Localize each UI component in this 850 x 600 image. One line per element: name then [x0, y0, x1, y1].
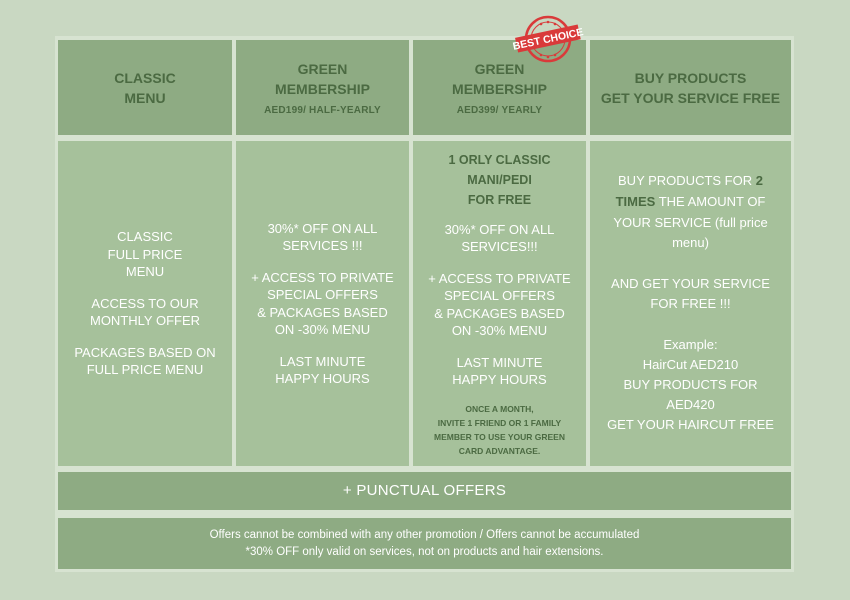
half-discount: 30%* OFF ON ALL SERVICES !!!: [267, 220, 378, 253]
header-classic-menu: [58, 40, 232, 135]
buy-products-rule-2: [616, 193, 766, 211]
body-green-yearly: [413, 141, 586, 466]
buy-products-rule: [618, 172, 763, 190]
classic-monthly-offer: ACCESS TO OUR MONTHLY OFFER: [89, 295, 201, 329]
body-classic-menu: [58, 141, 232, 466]
best-choice-stamp: [511, 14, 585, 64]
terms-notes: [58, 518, 791, 569]
header-green-half-price: AED199/ HALF-YEARLY: [264, 105, 381, 116]
buy-line2-text: THE AMOUNT OF: [655, 193, 766, 209]
header-buy-products-title: BUY PRODUCTS GET YOUR SERVICE FREE: [600, 69, 781, 106]
header-green-yearly-price: AED399/ YEARLY: [456, 105, 543, 116]
header-green-half-title: GREEN MEMBERSHIP: [275, 61, 370, 97]
classic-packages: PACKAGES BASED ON FULL PRICE MENU: [74, 344, 216, 378]
header-classic-title: CLASSIC MENU: [114, 69, 176, 106]
body-green-half-yearly: [236, 141, 409, 466]
header-green-half-yearly: [236, 40, 409, 135]
classic-full-price: CLASSIC FULL PRICE MENU: [107, 229, 183, 280]
buy-free-service: AND GET YOUR SERVICE FOR FREE !!!: [611, 276, 770, 311]
yearly-free-mani-pedi: 1 ORLY CLASSIC MANI/PEDI FOR FREE: [448, 152, 551, 207]
buy-line2-bold: TIMES: [615, 193, 656, 209]
header-green-yearly-title: GREEN MEMBERSHIP: [452, 61, 547, 97]
punctual-offers-banner: + PUNCTUAL OFFERS: [58, 472, 791, 510]
yearly-private-offers: + ACCESS TO PRIVATE SPECIAL OFFERS & PACKAGES BASED ON -30% MENU: [428, 270, 571, 338]
buy-line1-bold: 2: [755, 173, 763, 188]
yearly-discount: 30%* OFF ON ALL SERVICES!!!: [444, 221, 555, 254]
half-happy-hours: LAST MINUTE HAPPY HOURS: [275, 353, 370, 386]
buy-line1-text: BUY PRODUCTS FOR: [618, 173, 756, 188]
yearly-invite-friend-note: ONCE A MONTH, INVITE 1 FRIEND OR 1 FAMILY MEMBER TO USE YOUR GREEN CARD ADVANTAGE.: [434, 403, 565, 456]
terms-note-2: *30% OFF only valid on services, not on products and hair extensions.: [245, 546, 604, 558]
body-buy-products: [590, 141, 791, 466]
header-buy-products: [590, 40, 791, 135]
terms-note-1: Offers cannot be combined with any other promotion / Offers cannot be accumulated: [209, 529, 640, 541]
yearly-happy-hours: LAST MINUTE HAPPY HOURS: [452, 354, 547, 387]
buy-example: Example: HairCut AED210 BUY PRODUCTS FOR AED420 GET YOUR HAIRCUT FREE: [607, 337, 774, 432]
half-private-offers: + ACCESS TO PRIVATE SPECIAL OFFERS & PACKAGES BASED ON -30% MENU: [251, 269, 394, 337]
stamp-text: BEST CHOICE: [511, 26, 585, 53]
buy-line3: YOUR SERVICE (full price menu): [613, 215, 768, 250]
